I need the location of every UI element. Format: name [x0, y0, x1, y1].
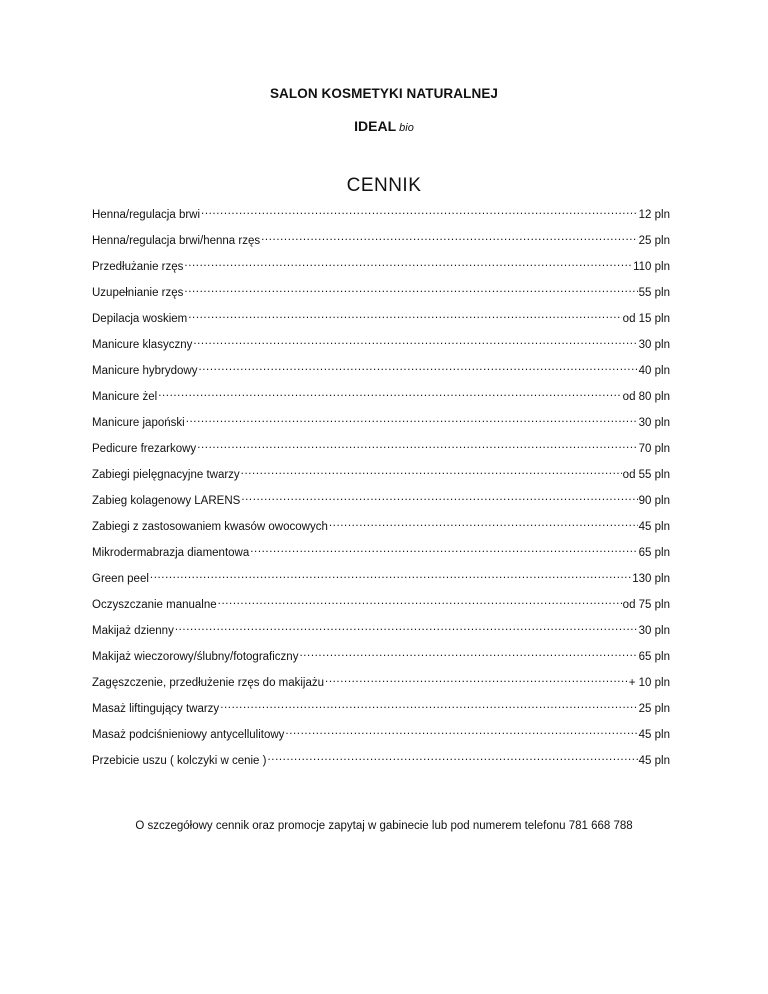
- service-price: 45 pln: [638, 521, 670, 533]
- service-price: 70 pln: [638, 443, 670, 455]
- price-row: [92, 699, 670, 725]
- price-row: [92, 621, 670, 647]
- contact-note: O szczegółowy cennik oraz promocje zapytaj w gabinecie lub pod numerem telefonu 781 668 788: [135, 820, 633, 832]
- dot-leader: [218, 595, 622, 608]
- dot-leader: [285, 725, 637, 738]
- price-row: [92, 361, 670, 387]
- price-row: [92, 257, 670, 283]
- dot-leader: [186, 413, 638, 426]
- price-list: [92, 205, 670, 777]
- price-row: [92, 335, 670, 361]
- price-row: [92, 283, 670, 309]
- dot-leader: [267, 751, 637, 764]
- price-row: [92, 231, 670, 257]
- dot-leader: [325, 673, 628, 686]
- price-row: [92, 517, 670, 543]
- price-row: [92, 543, 670, 569]
- price-row: [92, 491, 670, 517]
- service-price: 65 pln: [638, 651, 670, 663]
- dot-leader: [220, 699, 637, 712]
- dot-leader: [241, 491, 637, 504]
- service-price: od 55 pln: [622, 469, 670, 481]
- dot-leader: [150, 569, 631, 582]
- service-name: Henna/regulacja brwi: [92, 209, 201, 221]
- service-name: Przedłużanie rzęs: [92, 261, 184, 273]
- service-price: + 10 pln: [628, 677, 670, 689]
- service-price: 30 pln: [638, 339, 670, 351]
- dot-leader: [158, 387, 621, 400]
- service-name: Zabiegi pielęgnacyjne twarzy: [92, 469, 240, 481]
- dot-leader: [198, 361, 637, 374]
- service-name: Przebicie uszu ( kolczyki w cenie ): [92, 755, 267, 767]
- service-price: 45 pln: [638, 755, 670, 767]
- service-price: 40 pln: [638, 365, 670, 377]
- price-row: [92, 439, 670, 465]
- price-row: [92, 413, 670, 439]
- price-row: [92, 725, 670, 751]
- service-name: Manicure żel: [92, 391, 158, 403]
- price-row: [92, 647, 670, 673]
- service-price: od 80 pln: [622, 391, 670, 403]
- service-price: 110 pln: [633, 261, 670, 273]
- dot-leader: [250, 543, 637, 556]
- service-name: Masaż podciśnieniowy antycellulitowy: [92, 729, 285, 741]
- service-name: Oczyszczanie manualne: [92, 599, 217, 611]
- service-name: Manicure klasyczny: [92, 339, 193, 351]
- service-name: Henna/regulacja brwi/henna rzęs: [92, 235, 261, 247]
- price-row: [92, 387, 670, 413]
- service-name: Mikrodermabrazja diamentowa: [92, 547, 250, 559]
- price-row: [92, 465, 670, 491]
- dot-leader: [299, 647, 637, 660]
- dot-leader: [201, 205, 638, 218]
- service-name: Makijaż dzienny: [92, 625, 174, 637]
- dot-leader: [188, 309, 621, 322]
- service-name: Manicure japoński: [92, 417, 185, 429]
- price-row: [92, 569, 670, 595]
- service-name: Depilacja woskiem: [92, 313, 188, 325]
- salon-name: SALON KOSMETYKI NATURALNEJ: [269, 86, 499, 101]
- page-title: CENNIK: [346, 175, 422, 196]
- brand-name: IDEAL: [354, 118, 397, 134]
- service-name: Makijaż wieczorowy/ślubny/fotograficzny: [92, 651, 299, 663]
- service-name: Zagęszczenie, przedłużenie rzęs do makijażu: [92, 677, 325, 689]
- service-price: 25 pln: [638, 235, 670, 247]
- service-name: Green peel: [92, 573, 149, 585]
- service-price: 130 pln: [632, 573, 670, 585]
- price-row: [92, 595, 670, 621]
- service-name: Pedicure frezarkowy: [92, 443, 197, 455]
- brand-suffix: bio: [399, 122, 414, 134]
- service-price: 12 pln: [638, 209, 670, 221]
- dot-leader: [261, 231, 638, 244]
- service-price: 55 pln: [638, 287, 670, 299]
- service-price: od 15 pln: [622, 313, 670, 325]
- dot-leader: [175, 621, 638, 634]
- service-price: 45 pln: [638, 729, 670, 741]
- service-name: Uzupełnianie rzęs: [92, 287, 184, 299]
- dot-leader: [197, 439, 637, 452]
- price-row: [92, 673, 670, 699]
- service-price: 90 pln: [638, 495, 670, 507]
- service-price: 30 pln: [638, 417, 670, 429]
- dot-leader: [184, 257, 632, 270]
- service-name: Zabiegi z zastosowaniem kwasów owocowych: [92, 521, 328, 533]
- price-row: [92, 309, 670, 335]
- dot-leader: [329, 517, 638, 530]
- dot-leader: [241, 465, 622, 478]
- service-price: od 75 pln: [622, 599, 670, 611]
- service-name: Manicure hybrydowy: [92, 365, 198, 377]
- service-price: 25 pln: [638, 703, 670, 715]
- price-row: [92, 205, 670, 231]
- service-price: 65 pln: [638, 547, 670, 559]
- price-row: [92, 751, 670, 777]
- service-name: Zabieg kolagenowy LARENS: [92, 495, 241, 507]
- service-price: 30 pln: [638, 625, 670, 637]
- dot-leader: [184, 283, 637, 296]
- service-name: Masaż liftingujący twarzy: [92, 703, 220, 715]
- brand-line: [0, 118, 768, 134]
- dot-leader: [193, 335, 637, 348]
